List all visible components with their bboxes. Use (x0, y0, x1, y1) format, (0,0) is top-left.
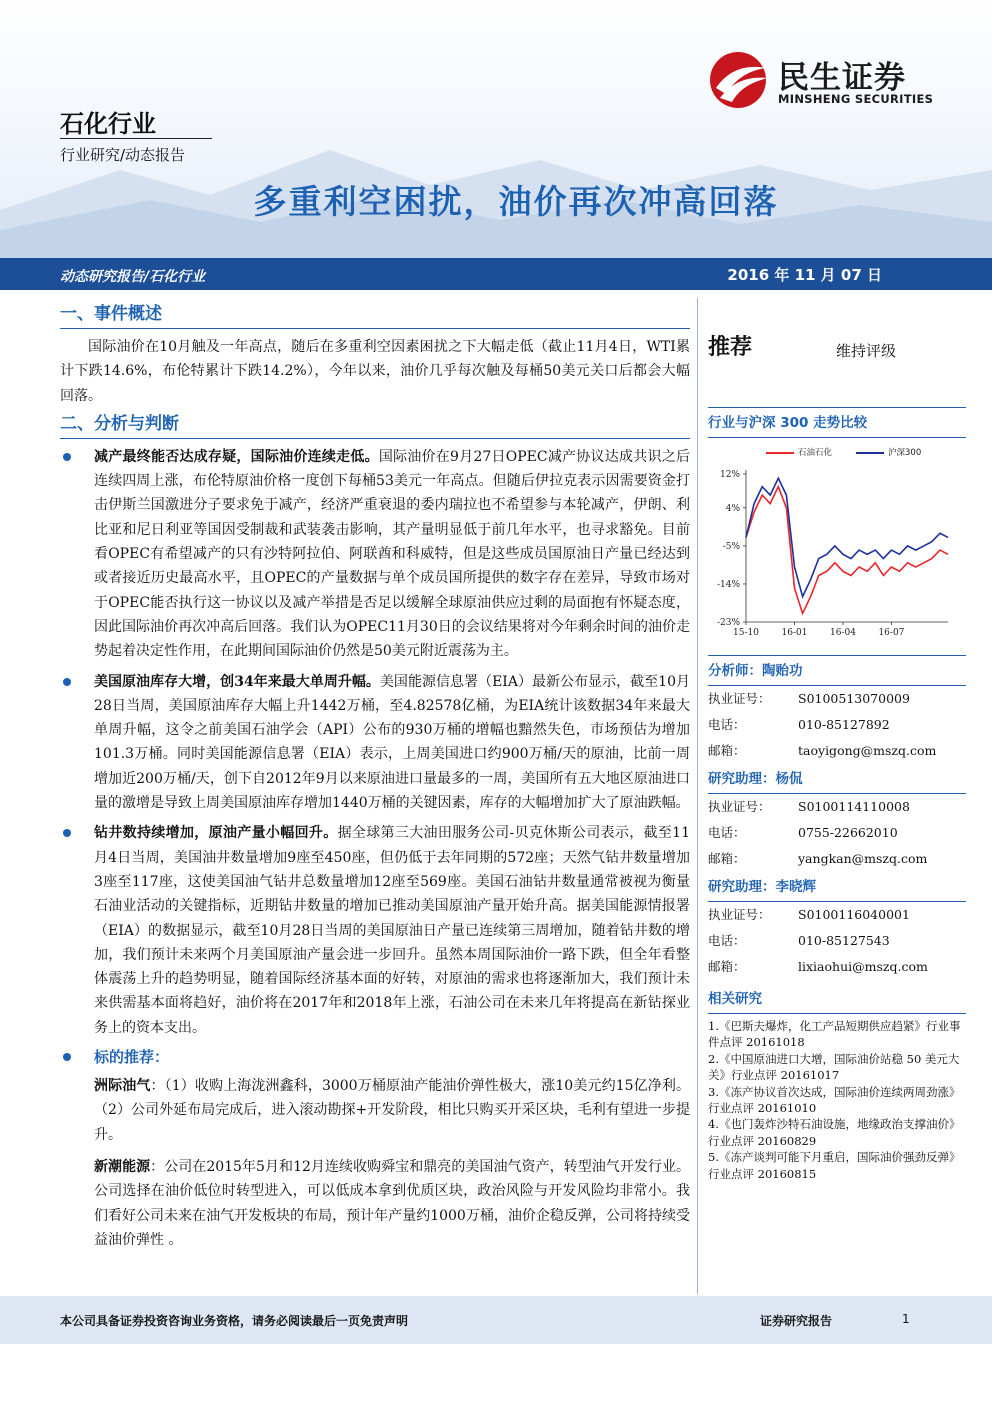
pick-xinchao (60, 1155, 690, 1252)
section-heading-analysis: 二、分析与判断 (60, 410, 690, 439)
column-divider (697, 298, 698, 1294)
sidebar (708, 300, 966, 1182)
legend-label: 石油石化 (798, 448, 833, 458)
related-item[interactable]: 1.《巴斯夫爆炸，化工产品短期供应趋紧》行业事件点评 20161018 (708, 1019, 961, 1050)
page-number: 1 (902, 1312, 910, 1326)
bullet-dot-icon (63, 678, 71, 686)
tel-value: 0755-22662010 (798, 825, 898, 840)
pick-name: 洲际油气 (94, 1078, 151, 1095)
line-chart (708, 438, 966, 656)
bullet-dot-icon (63, 829, 71, 837)
overview-paragraph: 国际油价在10月触及一年高点，随后在多重利空因素困扰之下大幅走低（截止11月4日，WTI累计下跌14.6%，布伦特累计下跌14.2%），今年以来，油价几乎每次触及每桶50美元关口后都会大幅回落。 (60, 339, 690, 404)
y-tick-label: 4% (725, 503, 740, 514)
assistant1-title: 研究助理：杨侃 (708, 764, 966, 794)
recommendation-heading-text: 标的推荐： (94, 1048, 170, 1067)
report-title: 多重利空困扰，油价再次冲高回落 (253, 182, 779, 221)
y-tick-label: -23% (716, 618, 740, 628)
email-link[interactable]: taoyigong@mszq.com (798, 743, 937, 758)
report-header (0, 0, 992, 258)
chart-title: 行业与沪深 300 走势比较 (708, 408, 966, 438)
logo-mark-icon (706, 50, 772, 110)
assistant2-cert-row (708, 902, 966, 928)
y-tick-label: 12% (719, 470, 740, 480)
assistant1-tel-row (708, 820, 966, 846)
page-footer (0, 1296, 992, 1344)
x-tick-label: 16-07 (878, 628, 905, 638)
bullet-dot-icon (63, 1053, 71, 1061)
logo-text-cn: 民生证券 (778, 60, 906, 96)
sector-rule (60, 138, 212, 139)
point-heading: 美国原油库存大增，创34年来最大单周升幅。 (94, 673, 380, 690)
email-label: 邮箱： (708, 959, 746, 974)
bullet-dot-icon (63, 453, 71, 461)
legend-label: 沪深300 (888, 448, 922, 458)
footer-disclaimer: 本公司具备证券投资咨询业务资格，请务必阅读最后一页免责声明 (60, 1314, 409, 1328)
point-text: 据全球第三大油田服务公司-贝克休斯公司表示，截至11月4日当周，美国油井数量增加9座至450座，但仍低于去年同期的572座；天然气钻井数量增加3座至117座，这使美国油气钻井总数量增加12座至569座。美国石油钻井数量通常被视为衡量石油业活动的关键指标，近期钻井数量的增加已推动美国原油产量开始升高。据美国能源情报署（EIA）的数据显示，截至10月28日当周的美国原油日产量已连续第三周增加，随着钻井数的增加，我们预计未来两个月美国原油产量会进一步回升。虽然本周国际油价一路下跌，但全年看整体震荡上升的趋势明显，随着国际经济基本面的好转，对原油的需求也将逐渐加大，我们预计未来供需基本面将趋好，油价将在2017年和2018年上涨，石油公司在未来几年将提高在新钻探业务上的资本支出。 (94, 825, 690, 1036)
related-research-list (708, 1014, 966, 1182)
point-text: 国际油价在9月27日OPEC减产协议达成共识之后连续四周上涨，布伦特原油价格一度创下每桶53美元一年高点。但随后伊拉克表示因需要资金打击伊斯兰国激进分子要求免于减产，经济严重衰退的委内瑞拉也不希望参与本轮减产，伊朗、利比亚和尼日利亚等国因受制裁和武装袭击影响，其产量明显低于前几年水平，也寻求豁免。目前看OPEC有希望减产的只有沙特阿拉伯、阿联酋和科威特，但是这些成员国原油日产量已经达到或者接近历史最高水平，且OPEC的产量数据与单个成员国所提供的数字存在差异，导致市场对于OPEC能否执行这一协议以及减产举措是否足以缓解全球原油供应过剩的局面抱有怀疑态度，因此国际油价再次冲高后回落。我们认为OPEC11月30日的会议结果将对今年剩余时间的油价走势起着决定性作用，在此期间国际油价仍然是50美元附近震荡为主。 (94, 448, 690, 660)
pick-text: ：（1）收购上海泷洲鑫科，3000万桶原油产能油价弹性极大，涨10美元约15亿净利。（2）公司外延布局完成后，进入滚动勘探+开发阶段，相比只购买开采区块，毛利有望进一步提升。 (94, 1078, 690, 1143)
point-heading: 钻井数持续增加，原油产量小幅回升。 (94, 825, 338, 842)
main-content (60, 300, 690, 1252)
point-heading: 减产最终能否达成存疑，国际油价连续走低。 (94, 448, 379, 465)
banner-date: 2016 年 11 月 07 日 (727, 266, 882, 284)
banner-category: 动态研究报告/石化行业 (60, 269, 206, 285)
tel-label: 电话： (708, 933, 746, 948)
footer-report-type: 证券研究报告 (760, 1314, 833, 1328)
tel-value: 010-85127543 (798, 933, 890, 948)
performance-chart (708, 438, 966, 656)
analyst-tel-row (708, 712, 966, 738)
pick-zhouji (60, 1074, 690, 1147)
analysis-point-inventory (60, 670, 690, 816)
recommendation-heading (60, 1044, 690, 1070)
related-item[interactable]: 5.《冻产谈判可能下月重启，国际油价强劲反弹》行业点评 20160815 (708, 1150, 961, 1181)
report-type: 行业研究/动态报告 (60, 146, 186, 164)
assistant1-email-row (708, 846, 966, 872)
analysis-point-rigs (60, 821, 690, 1040)
assistant1-cert-row (708, 794, 966, 820)
cert-label: 执业证号： (708, 907, 771, 922)
related-item[interactable]: 3.《冻产协议首次达成，国际油价连续两周劲涨》行业点评 20161010 (708, 1084, 961, 1116)
y-tick-label: -5% (722, 541, 740, 552)
rating: 推荐 (708, 335, 753, 360)
report-banner (0, 258, 992, 290)
assistant2-title: 研究助理：李晓辉 (708, 872, 966, 902)
cert-value: S0100116040001 (798, 907, 910, 922)
point-text: 美国能源信息署（EIA）最新公布显示，截至10月28日当周，美国原油库存大幅上升1442万桶，至4.82578亿桶，为EIA统计该数据34年来最大单周升幅，这令之前美国石油学会（API）公布的930万桶的增幅也黯然失色，市场预估为增加101.3万桶。同时美国能源信息署（EIA）表示，上周美国进口约900万桶/天的原油，比前一周增加近200万桶/天，创下自2012年9月以来原油进口量最多的一周，美国所有五大地区原油进口量的激增是导致上周美国原油库存增加1440万桶的关键因素，库存的大幅增加扩大了原油跌幅。 (94, 673, 690, 812)
rating-box (708, 300, 966, 408)
assistant2-email-row (708, 954, 966, 980)
cert-label: 执业证号： (708, 799, 771, 814)
related-research-title: 相关研究 (708, 984, 966, 1014)
cert-value: S0100114110008 (798, 799, 910, 814)
y-tick-label: -14% (716, 579, 740, 590)
cert-label: 执业证号： (708, 691, 771, 706)
logo-text-en: MINSHENG SECURITIES (778, 92, 934, 106)
pick-text: ：公司在2015年5月和12月连续收购舜宝和鼎亮的美国油气资产，转型油气开发行业。公司选择在油价低位时转型进入，可以低成本拿到优质区块，政治风险与开发风险均非常小。我们看好公司未来在油气开发板块的布局，预计年产量约1000万桶，油价企稳反弹，公司将持续受益油价弹性 。 (94, 1158, 690, 1248)
email-link[interactable]: yangkan@mszq.com (798, 851, 928, 866)
rating-note: 维持评级 (836, 342, 897, 360)
sector-title: 石化行业 (60, 110, 156, 138)
series-line (746, 478, 948, 596)
tel-label: 电话： (708, 825, 746, 840)
analyst-title: 分析师：陶贻功 (708, 656, 966, 686)
email-label: 邮箱： (708, 851, 746, 866)
company-logo (706, 50, 936, 110)
related-item[interactable]: 2.《中国原油进口大增，国际油价站稳 50 美元大关》行业点评 20161017 (708, 1051, 960, 1083)
x-tick-label: 16-04 (829, 628, 856, 638)
x-tick-label: 15-10 (733, 628, 759, 638)
email-link[interactable]: lixiaohui@mszq.com (798, 959, 928, 974)
analyst-email-row (708, 738, 966, 764)
email-label: 邮箱： (708, 743, 746, 758)
section-heading-overview: 一、事件概述 (60, 300, 690, 329)
related-item[interactable]: 4.《也门轰炸沙特石油设施，地缘政治支撑油价》行业点评 20160829 (708, 1117, 961, 1148)
tel-label: 电话： (708, 717, 746, 732)
assistant2-tel-row (708, 928, 966, 954)
analyst-cert-row (708, 686, 966, 712)
cert-value: S0100513070009 (798, 691, 910, 706)
analysis-point-opec (60, 445, 690, 664)
series-line (746, 487, 948, 614)
pick-name: 新潮能源 (94, 1158, 151, 1175)
tel-value: 010-85127892 (798, 717, 890, 732)
x-tick-label: 16-01 (781, 628, 808, 638)
